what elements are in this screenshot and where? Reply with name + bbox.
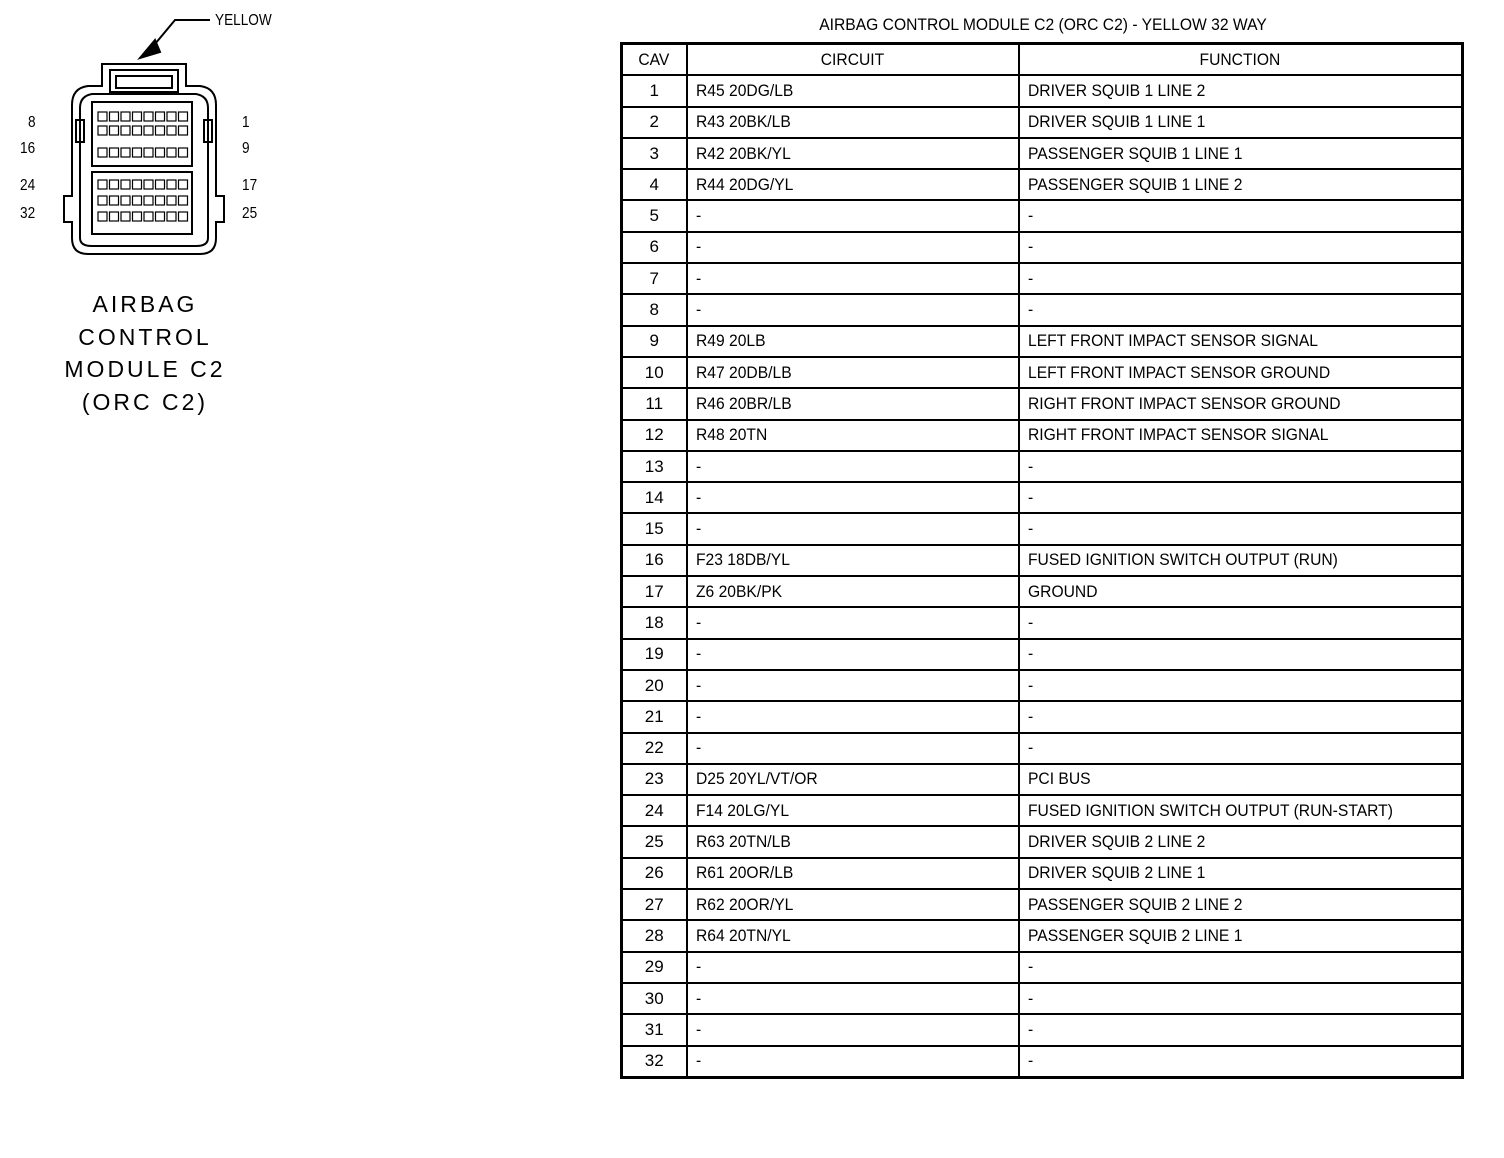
- circuit-cell: -: [687, 200, 1019, 231]
- table-row: [622, 169, 1463, 200]
- table-row: [622, 357, 1463, 388]
- caption-line: (ORC C2): [81, 388, 209, 415]
- table-row: [622, 858, 1463, 889]
- circuit-cell: F23 18DB/YL: [687, 545, 1019, 576]
- cav-cell: 16: [622, 545, 687, 576]
- pin-number-1: 1: [242, 114, 250, 131]
- circuit-cell: R64 20TN/YL: [687, 920, 1019, 951]
- circuit-cell: R43 20BK/LB: [687, 107, 1019, 138]
- circuit-cell: -: [687, 983, 1019, 1014]
- table-row: [622, 607, 1463, 638]
- function-cell: DRIVER SQUIB 2 LINE 2: [1019, 826, 1463, 857]
- circuit-cell: R48 20TN: [687, 420, 1019, 451]
- function-cell: LEFT FRONT IMPACT SENSOR GROUND: [1019, 357, 1463, 388]
- pin-cavity: [98, 148, 107, 157]
- circuit-cell: -: [687, 733, 1019, 764]
- pin-number-8: 8: [28, 114, 36, 131]
- pin-cavity: [179, 148, 188, 157]
- pin-cavity: [156, 148, 165, 157]
- function-cell: -: [1019, 200, 1463, 231]
- cav-cell: 8: [622, 294, 687, 325]
- connector-face-drawing: [0, 0, 320, 270]
- pin-number-17: 17: [242, 177, 258, 194]
- pin-cavity: [133, 148, 142, 157]
- header-circuit: CIRCUIT: [687, 44, 1019, 76]
- pin-cavity: [133, 112, 142, 121]
- pin-cavity: [110, 196, 119, 205]
- function-cell: PASSENGER SQUIB 2 LINE 1: [1019, 920, 1463, 951]
- cav-cell: 14: [622, 482, 687, 513]
- circuit-cell: R61 20OR/LB: [687, 858, 1019, 889]
- pin-cavity: [179, 112, 188, 121]
- pin-cavity: [167, 180, 176, 189]
- circuit-cell: R44 20DG/YL: [687, 169, 1019, 200]
- circuit-cell: -: [687, 294, 1019, 325]
- cav-cell: 11: [622, 388, 687, 419]
- pin-cavity: [144, 148, 153, 157]
- cav-cell: 21: [622, 701, 687, 732]
- function-cell: -: [1019, 639, 1463, 670]
- cav-cell: 12: [622, 420, 687, 451]
- pin-number-16: 16: [20, 140, 36, 157]
- function-cell: PCI BUS: [1019, 764, 1463, 795]
- pin-cavity: [98, 126, 107, 135]
- pin-cavity: [110, 212, 119, 221]
- circuit-cell: -: [687, 513, 1019, 544]
- circuit-cell: D25 20YL/VT/OR: [687, 764, 1019, 795]
- pin-cavity: [121, 196, 130, 205]
- cav-cell: 19: [622, 639, 687, 670]
- table-row: [622, 482, 1463, 513]
- connector-color-label: YELLOW: [215, 12, 272, 29]
- pin-cavity: [144, 126, 153, 135]
- pin-cavity: [179, 196, 188, 205]
- circuit-cell: -: [687, 701, 1019, 732]
- cav-cell: 25: [622, 826, 687, 857]
- pin-cavity: [156, 126, 165, 135]
- pin-cavity: [121, 112, 130, 121]
- table-row: [622, 670, 1463, 701]
- table-row: [622, 263, 1463, 294]
- circuit-cell: R63 20TN/LB: [687, 826, 1019, 857]
- cav-cell: 18: [622, 607, 687, 638]
- function-cell: -: [1019, 1014, 1463, 1045]
- function-cell: FUSED IGNITION SWITCH OUTPUT (RUN-START): [1019, 795, 1463, 826]
- pin-cavity: [98, 112, 107, 121]
- function-cell: DRIVER SQUIB 1 LINE 1: [1019, 107, 1463, 138]
- circuit-cell: -: [687, 1014, 1019, 1045]
- color-leader-arrow: [140, 40, 160, 58]
- header-function: FUNCTION: [1019, 44, 1463, 76]
- circuit-cell: -: [687, 232, 1019, 263]
- cav-cell: 28: [622, 920, 687, 951]
- table-row: [622, 639, 1463, 670]
- table-row: [622, 983, 1463, 1014]
- table-row: [622, 1046, 1463, 1078]
- pin-cavity: [121, 148, 130, 157]
- table-row: [622, 232, 1463, 263]
- table-row: [622, 326, 1463, 357]
- cav-cell: 26: [622, 858, 687, 889]
- pin-cavity: [110, 126, 119, 135]
- circuit-cell: R42 20BK/YL: [687, 138, 1019, 169]
- pin-cavity: [133, 180, 142, 189]
- cav-cell: 30: [622, 983, 687, 1014]
- pin-cavity: [167, 126, 176, 135]
- pin-cavity: [156, 196, 165, 205]
- function-cell: -: [1019, 733, 1463, 764]
- table-row: [622, 138, 1463, 169]
- table-row: [622, 545, 1463, 576]
- cav-cell: 6: [622, 232, 687, 263]
- pin-cavity: [156, 180, 165, 189]
- circuit-cell: -: [687, 607, 1019, 638]
- table-row: [622, 920, 1463, 951]
- circuit-cell: R47 20DB/LB: [687, 357, 1019, 388]
- table-row: [622, 513, 1463, 544]
- circuit-cell: R49 20LB: [687, 326, 1019, 357]
- pin-cavity: [167, 212, 176, 221]
- cav-cell: 7: [622, 263, 687, 294]
- table-row: [622, 795, 1463, 826]
- function-cell: -: [1019, 670, 1463, 701]
- function-cell: RIGHT FRONT IMPACT SENSOR GROUND: [1019, 388, 1463, 419]
- table-row: [622, 576, 1463, 607]
- table-row: [622, 107, 1463, 138]
- function-cell: -: [1019, 952, 1463, 983]
- cav-cell: 17: [622, 576, 687, 607]
- function-cell: PASSENGER SQUIB 1 LINE 2: [1019, 169, 1463, 200]
- pin-cavity: [167, 112, 176, 121]
- table-row: [622, 294, 1463, 325]
- pin-cavity: [167, 196, 176, 205]
- pin-cavity: [121, 126, 130, 135]
- pin-cavity: [179, 126, 188, 135]
- circuit-cell: -: [687, 451, 1019, 482]
- function-cell: -: [1019, 232, 1463, 263]
- pin-cavity: [98, 180, 107, 189]
- table-row: [622, 952, 1463, 983]
- circuit-cell: -: [687, 670, 1019, 701]
- function-cell: -: [1019, 513, 1463, 544]
- function-cell: PASSENGER SQUIB 1 LINE 1: [1019, 138, 1463, 169]
- cav-cell: 31: [622, 1014, 687, 1045]
- cav-cell: 15: [622, 513, 687, 544]
- cav-cell: 10: [622, 357, 687, 388]
- table-title: AIRBAG CONTROL MODULE C2 (ORC C2) - YELLOW 32 WAY: [819, 15, 1267, 34]
- pin-cavity: [144, 196, 153, 205]
- circuit-cell: -: [687, 639, 1019, 670]
- pin-cavity: [133, 126, 142, 135]
- circuit-cell: R45 20DG/LB: [687, 75, 1019, 106]
- table-header-row: [622, 44, 1463, 76]
- table-row: [622, 200, 1463, 231]
- table-row: [622, 889, 1463, 920]
- pin-cavity: [110, 112, 119, 121]
- circuit-cell: -: [687, 263, 1019, 294]
- table-row: [622, 701, 1463, 732]
- pin-cavity: [179, 180, 188, 189]
- pin-number-9: 9: [242, 140, 250, 157]
- header-cav: CAV: [622, 44, 687, 76]
- function-cell: -: [1019, 294, 1463, 325]
- pin-cavity: [144, 180, 153, 189]
- table-row: [622, 1014, 1463, 1045]
- cav-cell: 2: [622, 107, 687, 138]
- function-cell: DRIVER SQUIB 2 LINE 1: [1019, 858, 1463, 889]
- function-cell: FUSED IGNITION SWITCH OUTPUT (RUN): [1019, 545, 1463, 576]
- table-row: [622, 388, 1463, 419]
- cav-cell: 13: [622, 451, 687, 482]
- table-row: [622, 75, 1463, 106]
- cav-cell: 29: [622, 952, 687, 983]
- cav-cell: 22: [622, 733, 687, 764]
- table-row: [622, 733, 1463, 764]
- table-row: [622, 420, 1463, 451]
- function-cell: -: [1019, 482, 1463, 513]
- module-caption: [40, 288, 250, 418]
- cav-cell: 24: [622, 795, 687, 826]
- pin-cavity: [179, 212, 188, 221]
- pinout-table: [620, 42, 1464, 1079]
- circuit-cell: -: [687, 1046, 1019, 1078]
- function-cell: PASSENGER SQUIB 2 LINE 2: [1019, 889, 1463, 920]
- pin-cavity: [133, 212, 142, 221]
- table-row: [622, 764, 1463, 795]
- pin-cavity: [156, 212, 165, 221]
- circuit-cell: Z6 20BK/PK: [687, 576, 1019, 607]
- pin-cavity: [156, 112, 165, 121]
- function-cell: LEFT FRONT IMPACT SENSOR SIGNAL: [1019, 326, 1463, 357]
- cav-cell: 5: [622, 200, 687, 231]
- caption-line: MODULE C2: [64, 356, 226, 382]
- circuit-cell: R62 20OR/YL: [687, 889, 1019, 920]
- table-row: [622, 451, 1463, 482]
- cav-cell: 27: [622, 889, 687, 920]
- cav-cell: 32: [622, 1046, 687, 1078]
- pin-cavity: [98, 212, 107, 221]
- function-cell: -: [1019, 607, 1463, 638]
- function-cell: -: [1019, 1046, 1463, 1078]
- circuit-cell: R46 20BR/LB: [687, 388, 1019, 419]
- pin-cavity: [144, 212, 153, 221]
- caption-line: AIRBAG: [92, 291, 198, 317]
- pin-number-32: 32: [20, 205, 36, 222]
- circuit-cell: -: [687, 952, 1019, 983]
- table-row: [622, 826, 1463, 857]
- cav-cell: 20: [622, 670, 687, 701]
- cav-cell: 4: [622, 169, 687, 200]
- pin-cavity: [110, 180, 119, 189]
- color-leader-line: [150, 20, 210, 50]
- function-cell: -: [1019, 983, 1463, 1014]
- pin-cavity: [133, 196, 142, 205]
- pin-cavity: [121, 180, 130, 189]
- cav-cell: 1: [622, 75, 687, 106]
- function-cell: -: [1019, 451, 1463, 482]
- pin-cavity: [121, 212, 130, 221]
- function-cell: -: [1019, 263, 1463, 294]
- pin-cavity: [110, 148, 119, 157]
- pin-number-25: 25: [242, 205, 258, 222]
- pinout-body: [622, 75, 1463, 1077]
- cav-cell: 23: [622, 764, 687, 795]
- function-cell: DRIVER SQUIB 1 LINE 2: [1019, 75, 1463, 106]
- caption-line: CONTROL: [78, 323, 212, 350]
- function-cell: RIGHT FRONT IMPACT SENSOR SIGNAL: [1019, 420, 1463, 451]
- circuit-cell: -: [687, 482, 1019, 513]
- function-cell: GROUND: [1019, 576, 1463, 607]
- cav-cell: 3: [622, 138, 687, 169]
- cav-cell: 9: [622, 326, 687, 357]
- pin-cavity: [167, 148, 176, 157]
- pin-cavity: [98, 196, 107, 205]
- pin-number-24: 24: [20, 177, 36, 194]
- pin-cavity: [144, 112, 153, 121]
- function-cell: -: [1019, 701, 1463, 732]
- circuit-cell: F14 20LG/YL: [687, 795, 1019, 826]
